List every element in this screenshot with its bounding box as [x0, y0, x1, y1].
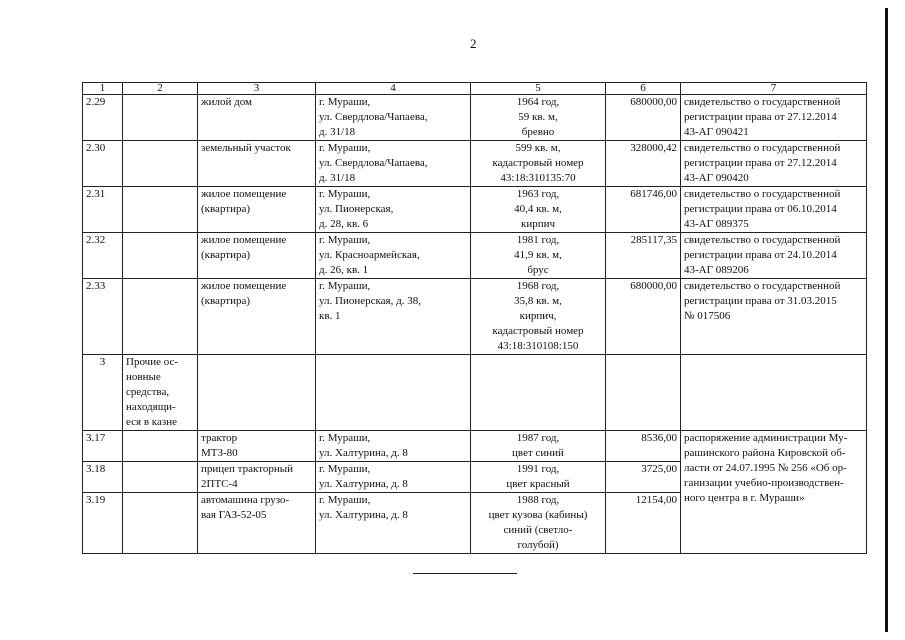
details-line: кирпич: [520, 218, 556, 230]
details-line: цвет синий: [512, 447, 564, 459]
object-name: жилое помещение: [201, 280, 287, 292]
value-cell: 3725,00: [606, 462, 681, 493]
details-line: 1981 год,: [516, 234, 560, 246]
value-cell: 8536,00: [606, 431, 681, 462]
group-cell: [123, 431, 198, 462]
row-number: 2.33: [83, 279, 123, 355]
group-cell: [123, 493, 198, 554]
table-row: [83, 95, 867, 141]
object-name: жилое помещение: [201, 234, 287, 246]
details-cell: [471, 233, 606, 279]
basis-line: 43-АГ 090421: [684, 126, 749, 138]
table-row: [83, 431, 867, 462]
section-row: [83, 355, 867, 431]
value-cell: 681746,00: [606, 187, 681, 233]
details-line: 1964 год,: [516, 96, 560, 108]
basis-line: 43-АГ 089206: [684, 264, 749, 276]
basis-line: 43-АГ 090420: [684, 172, 749, 184]
address-line: ул. Свердлова/Чапаева,: [319, 157, 428, 169]
table-row: [83, 141, 867, 187]
object-name-cell: [198, 493, 316, 554]
object-name-cell: [198, 141, 316, 187]
basis-line: регистрации права от 27.12.2014: [684, 111, 837, 123]
details-line: брус: [527, 264, 549, 276]
details-cell: [471, 187, 606, 233]
section-title-line: средства,: [126, 386, 170, 398]
object-name-cell: [198, 462, 316, 493]
details-line: 43:18:310135:70: [500, 172, 576, 184]
details-cell: [471, 431, 606, 462]
basis-line: свидетельство о государственной: [684, 142, 841, 154]
address-line: г. Мураши,: [319, 280, 371, 292]
object-name: жилое помещение: [201, 188, 287, 200]
section-number: 3: [83, 355, 123, 431]
basis-line: регистрации права от 31.03.2015: [684, 295, 837, 307]
address-line: г. Мураши,: [319, 188, 371, 200]
table-row: [83, 233, 867, 279]
column-header: 6: [606, 83, 681, 95]
basis-line: распоряжение администрации Му-: [684, 432, 848, 444]
details-line: 41,9 кв. м,: [514, 249, 562, 261]
group-cell: [123, 233, 198, 279]
value-cell: 328000,42: [606, 141, 681, 187]
details-cell: [471, 493, 606, 554]
object-name: трактор: [201, 432, 238, 444]
column-header: 3: [198, 83, 316, 95]
address-line: кв. 1: [319, 310, 341, 322]
address-cell: [316, 233, 471, 279]
basis-merged-cell: [681, 431, 867, 554]
address-cell: [316, 279, 471, 355]
details-line: кадастровый номер: [492, 325, 584, 337]
address-line: д. 31/18: [319, 126, 356, 138]
address-cell: [316, 462, 471, 493]
object-name: жилой дом: [201, 96, 252, 108]
details-line: 1988 год,: [516, 494, 560, 506]
section-title-line: Прочие ос-: [126, 356, 179, 368]
property-registry-table: [82, 82, 867, 554]
details-line: кирпич,: [519, 310, 557, 322]
address-line: г. Мураши,: [319, 494, 371, 506]
address-cell: [316, 431, 471, 462]
group-cell: [123, 187, 198, 233]
value-cell: 285117,35: [606, 233, 681, 279]
details-line: цвет кузова (кабины): [488, 509, 588, 521]
object-name-cell: [198, 187, 316, 233]
row-number: 3.17: [83, 431, 123, 462]
basis-line: регистрации права от 06.10.2014: [684, 203, 837, 215]
group-cell: [123, 279, 198, 355]
basis-cell: [681, 233, 867, 279]
basis-line: свидетельство о государственной: [684, 234, 841, 246]
details-line: 40,4 кв. м,: [514, 203, 562, 215]
address-line: д. 31/18: [319, 172, 356, 184]
row-number: 3.19: [83, 493, 123, 554]
basis-line: ласти от 24.07.1995 № 256 «Об ор-: [684, 462, 847, 474]
address-line: ул. Пионерская,: [319, 203, 394, 215]
details-line: 599 кв. м,: [515, 142, 561, 154]
details-line: 59 кв. м,: [518, 111, 558, 123]
basis-line: свидетельство о государственной: [684, 280, 841, 292]
details-cell: [471, 95, 606, 141]
address-line: д. 28, кв. 6: [319, 218, 369, 230]
address-line: г. Мураши,: [319, 142, 371, 154]
row-number: 2.31: [83, 187, 123, 233]
basis-line: 43-АГ 089375: [684, 218, 749, 230]
address-cell: [316, 493, 471, 554]
basis-line: свидетельство о государственной: [684, 188, 841, 200]
address-cell: [316, 187, 471, 233]
section-title-line: находящи-: [126, 401, 176, 413]
table-row: [83, 279, 867, 355]
value-cell: 12154,00: [606, 493, 681, 554]
page-edge-bar: [885, 8, 888, 632]
basis-cell: [681, 187, 867, 233]
details-line: синий (светло-: [503, 524, 573, 536]
column-header: 1: [83, 83, 123, 95]
column-header: 2: [123, 83, 198, 95]
object-name-cell: [198, 279, 316, 355]
object-name: земельный участок: [201, 142, 291, 154]
address-line: д. 26, кв. 1: [319, 264, 369, 276]
basis-cell: [681, 95, 867, 141]
details-line: 1987 год,: [516, 432, 560, 444]
object-name: МТЗ-80: [201, 447, 238, 459]
details-cell: [471, 462, 606, 493]
basis-line: ного центра в г. Мураши»: [684, 492, 805, 504]
object-name: прицеп тракторный: [201, 463, 294, 475]
details-line: кадастровый номер: [492, 157, 584, 169]
details-line: голубой): [517, 539, 559, 551]
address-line: г. Мураши,: [319, 432, 371, 444]
object-name: вая ГАЗ-52-05: [201, 509, 267, 521]
column-header: 4: [316, 83, 471, 95]
row-number: 2.32: [83, 233, 123, 279]
object-name-cell: [198, 95, 316, 141]
object-name-cell: [198, 431, 316, 462]
address-line: ул. Халтурина, д. 8: [319, 509, 408, 521]
value-cell: 680000,00: [606, 279, 681, 355]
row-number: 3.18: [83, 462, 123, 493]
address-line: ул. Пионерская, д. 38,: [319, 295, 421, 307]
details-line: 43:18:310108:150: [497, 340, 579, 352]
closing-rule: [413, 573, 517, 574]
page-number: 2: [470, 36, 477, 51]
section-title-line: еся в казне: [126, 416, 177, 428]
basis-line: рашинского района Кировской об-: [684, 447, 846, 459]
column-number-row: [83, 83, 867, 95]
details-cell: [471, 279, 606, 355]
address-line: ул. Красноармейская,: [319, 249, 420, 261]
object-name: 2ПТС-4: [201, 478, 238, 490]
basis-line: регистрации права от 27.12.2014: [684, 157, 837, 169]
basis-line: ганизации учебно-производствен-: [684, 477, 844, 489]
details-line: 1963 год,: [516, 188, 560, 200]
details-line: цвет красный: [506, 478, 570, 490]
group-cell: [123, 95, 198, 141]
section-title-line: новные: [126, 371, 161, 383]
basis-line: регистрации права от 24.10.2014: [684, 249, 837, 261]
basis-cell: [681, 141, 867, 187]
table-row: [83, 187, 867, 233]
value-cell: 680000,00: [606, 95, 681, 141]
basis-cell: [681, 279, 867, 355]
address-line: г. Мураши,: [319, 463, 371, 475]
object-name: (квартира): [201, 295, 251, 307]
column-header: 5: [471, 83, 606, 95]
object-name: (квартира): [201, 249, 251, 261]
object-name-cell: [198, 233, 316, 279]
details-line: 1968 год,: [516, 280, 560, 292]
address-line: ул. Свердлова/Чапаева,: [319, 111, 428, 123]
row-number: 2.29: [83, 95, 123, 141]
basis-line: № 017506: [684, 310, 731, 322]
address-line: г. Мураши,: [319, 234, 371, 246]
group-cell: [123, 141, 198, 187]
address-line: г. Мураши,: [319, 96, 371, 108]
details-line: 35,8 кв. м,: [514, 295, 562, 307]
object-name: (квартира): [201, 203, 251, 215]
details-cell: [471, 141, 606, 187]
basis-line: свидетельство о государственной: [684, 96, 841, 108]
address-line: ул. Халтурина, д. 8: [319, 478, 408, 490]
section-title-cell: [123, 355, 198, 431]
object-name: автомашина грузо-: [201, 494, 290, 506]
address-cell: [316, 141, 471, 187]
details-line: 1991 год,: [516, 463, 560, 475]
group-cell: [123, 462, 198, 493]
address-cell: [316, 95, 471, 141]
column-header: 7: [681, 83, 867, 95]
address-line: ул. Халтурина, д. 8: [319, 447, 408, 459]
details-line: бревно: [521, 126, 555, 138]
row-number: 2.30: [83, 141, 123, 187]
